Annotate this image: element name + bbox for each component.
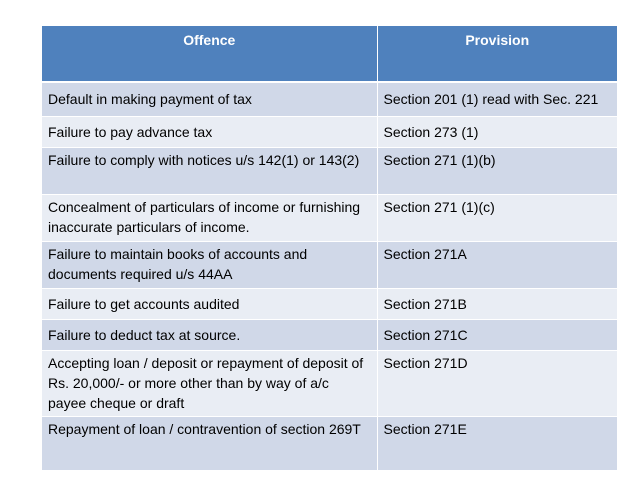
provision-cell: Section 201 (1) read with Sec. 221	[377, 82, 617, 116]
offence-cell: Concealment of particulars of income or furnishing inaccurate particulars of income.	[42, 194, 377, 241]
table-row	[42, 350, 617, 416]
provision-cell: Section 271 (1)(b)	[377, 147, 617, 194]
offence-provision-table	[42, 26, 617, 470]
header-provision: Provision	[377, 26, 617, 82]
table-row	[42, 319, 617, 350]
provision-cell: Section 271A	[377, 241, 617, 288]
provision-cell: Section 271 (1)(c)	[377, 194, 617, 241]
table-row	[42, 147, 617, 194]
offence-cell: Accepting loan / deposit or repayment of deposit of Rs. 20,000/- or more other than by way of a/c payee cheque or draft	[42, 350, 377, 416]
provision-cell: Section 271D	[377, 350, 617, 416]
offence-cell: Failure to pay advance tax	[42, 116, 377, 147]
table-row	[42, 82, 617, 116]
provision-cell: Section 271B	[377, 288, 617, 319]
table-row	[42, 241, 617, 288]
table-header-row	[42, 26, 617, 82]
provision-cell: Section 271E	[377, 416, 617, 470]
table-row	[42, 116, 617, 147]
provision-cell: Section 271C	[377, 319, 617, 350]
offence-cell: Failure to get accounts audited	[42, 288, 377, 319]
table-row	[42, 194, 617, 241]
offence-cell: Failure to comply with notices u/s 142(1) or 143(2)	[42, 147, 377, 194]
header-offence: Offence	[42, 26, 377, 82]
offence-cell: Repayment of loan / contravention of section 269T	[42, 416, 377, 470]
offence-cell: Default in making payment of tax	[42, 82, 377, 116]
table-row	[42, 288, 617, 319]
table-row	[42, 416, 617, 470]
offence-cell: Failure to maintain books of accounts and documents required u/s 44AA	[42, 241, 377, 288]
provision-cell: Section 273 (1)	[377, 116, 617, 147]
offence-cell: Failure to deduct tax at source.	[42, 319, 377, 350]
